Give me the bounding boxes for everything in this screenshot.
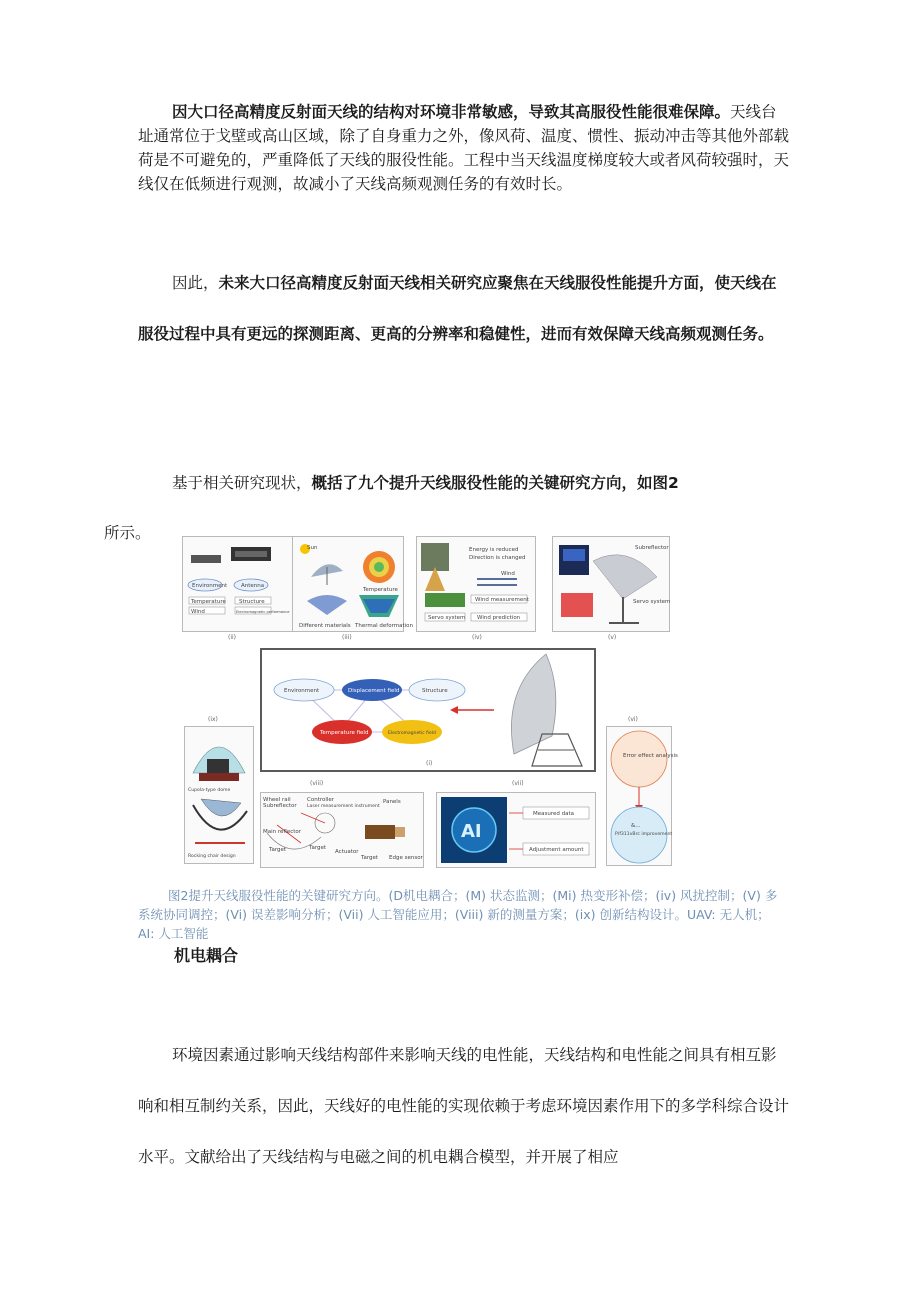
paragraph-2 (138, 258, 790, 360)
vi-improve: P/f311vBrc improvement (615, 832, 673, 837)
iii-materials: Different materials (299, 623, 351, 629)
ii-wind: Wind (191, 609, 205, 615)
panel-v (552, 536, 670, 632)
ix-dome: Cupola-type dome (188, 788, 231, 793)
viii-target3: Target (361, 855, 379, 861)
panel-label-vii: (vii) (512, 780, 524, 787)
viii-laser: Laser measurement instrument (307, 804, 380, 809)
paragraph-3-bold: 概括了九个提升天线服役性能的关键研究方向，如图2 (311, 474, 679, 492)
iv-energy: Energy is reduced (469, 547, 519, 553)
iii-sun: Sun (307, 545, 318, 551)
viii-target2: Target (309, 845, 327, 851)
v-subreflector: Subreflector (635, 545, 669, 551)
panel-iv (416, 536, 536, 632)
panel-ix (184, 726, 254, 864)
panel-vii (436, 792, 596, 868)
iv-wind-measurement: Wind measurement (475, 597, 529, 603)
ii-antenna: Antenna (241, 583, 265, 589)
panel-label-ii: (ii) (228, 634, 237, 641)
paragraph-1-text: 天线台址通常位于戈壁或高山区域，除了自身重力之外，像风荷、温度、惯性、振动冲击等其他外部载荷是不可避免的，严重降低了天线的服役性能。工程中当天线温度梯度较大或者风荷较强时，天线仅在低频进行观测，故减小了天线高频观测任务的有效时长。 (138, 103, 790, 193)
iv-servo: Servo system (428, 615, 466, 621)
panel-label-ix: (ix) (208, 716, 218, 723)
panel-vi (606, 726, 678, 866)
viii-subreflector: Subreflector (263, 803, 297, 809)
iv-wind: Wind (501, 571, 515, 577)
vii-measured: Measured data (533, 811, 575, 817)
panel-label-v: (v) (608, 634, 617, 641)
iii-deformation: Thermal deformation (355, 623, 414, 629)
viii-actuator: Actuator (335, 849, 359, 855)
vi-mid: &... (631, 823, 641, 829)
paragraph-1 (138, 100, 790, 196)
vii-ai: AI (461, 821, 482, 842)
panel-i (260, 648, 596, 772)
paragraph-1-bold: 因大口径高精度反射面天线的结构对环境非常敏感，导致其高服役性能很难保障。 (172, 103, 731, 121)
figure-caption: 图2提升天线服役性能的关键研究方向。(D机电耦合；(M) 状态监测；(Mi) 热变形补偿；(iv) 风扰控制；(V) 多系统协同调控；(Vi) 误差影响分析；(Vii) 人工智能应用；(Viii) 新的测量方案；(ix) 创新结构设计。UAV: 无人机；AI: 人工智能 (138, 888, 778, 941)
viii-panels: Panels (383, 799, 401, 805)
paragraph-3-lead: 基于相关研究现状， (172, 474, 312, 492)
iii-temperature: Temperature (363, 587, 398, 593)
panel-viii (260, 792, 424, 868)
panel-label-i: (i) (426, 760, 433, 767)
paragraph-4: 环境因素通过影响天线结构部件来影响天线的电性能，天线结构和电性能之间具有相互影响和相互制约关系，因此，天线好的电性能的实现依赖于考虑环境因素作用下的多学科综合设计水平。文献给出了天线结构与电磁之间的机电耦合模型，并开展了相应 (138, 1046, 790, 1166)
v-servo: Servo system (633, 599, 671, 605)
i-environment: Environment (284, 688, 320, 694)
i-em-field: Electromagnetic field (388, 731, 436, 736)
panel-label-iii: (iii) (342, 634, 352, 641)
vii-adjustment: Adjustment amount (529, 847, 584, 853)
ix-rocking: Rocking chair design (188, 854, 236, 859)
figure-2 (180, 534, 676, 868)
viii-main: Main reflector (263, 829, 302, 835)
panel-label-viii: (viii) (310, 780, 324, 787)
ii-structure: Structure (239, 599, 265, 605)
paragraph-2-lead: 因此， (172, 274, 219, 292)
panel-iii (292, 536, 414, 632)
iv-wind-prediction: Wind prediction (477, 615, 521, 621)
arrow-left-icon (450, 706, 458, 714)
i-displacement: Displacement field (348, 688, 400, 694)
vi-error: Error effect analysis (623, 753, 678, 759)
panel-label-iv: (iv) (472, 634, 482, 641)
i-structure: Structure (422, 688, 448, 694)
section-heading: 机电耦合 (174, 946, 239, 965)
panel-ii (182, 536, 294, 632)
ii-temperature: Temperature (191, 599, 226, 605)
paragraph-2-bold: 未来大口径高精度反射面天线相关研究应聚焦在天线服役性能提升方面，使天线在服役过程中具有更远的探测距离、更高的分辨率和稳健性，进而有效保障天线高频观测任务。 (138, 274, 777, 343)
paragraph-3-tail: 所示。 (104, 524, 151, 542)
viii-target1: Target (269, 847, 287, 853)
antenna-dish-icon (511, 654, 555, 754)
i-temperature: Temperature field (320, 730, 369, 736)
ii-em: Electromagnetic performance (236, 610, 290, 614)
viii-edge: Edge sensor (389, 855, 423, 861)
iv-direction: Direction is changed (469, 555, 526, 561)
viii-wheel: Wheel rail (263, 797, 291, 803)
ii-environment: Environment (192, 583, 228, 589)
viii-controller: Controller (307, 797, 335, 803)
panel-label-vi: (vi) (628, 716, 638, 723)
